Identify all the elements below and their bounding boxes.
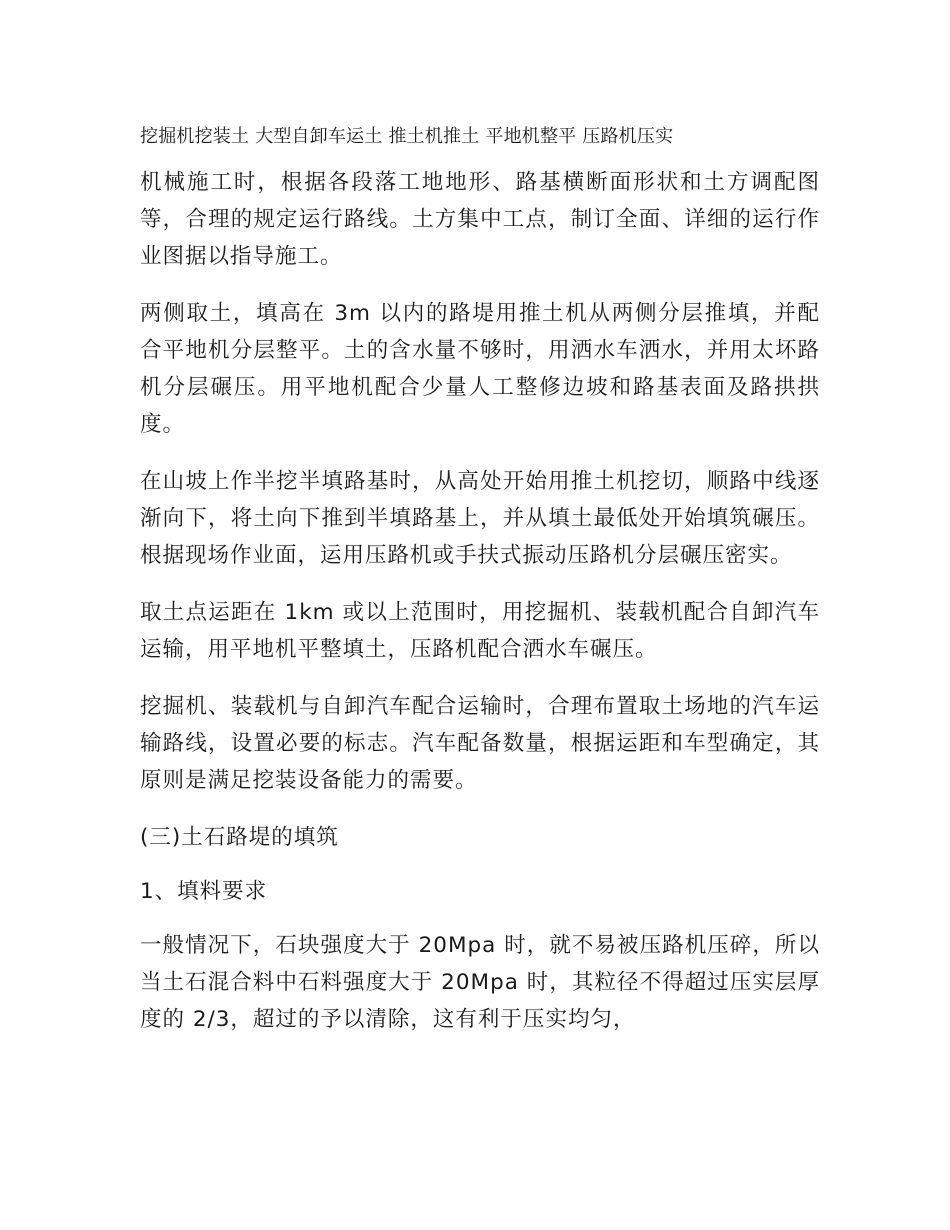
paragraph-both-sides-borrow: 两侧取土，填高在 3m 以内的路堤用推土机从两侧分层推填，并配合平地机分层整平。土的含水量不够时，用洒水车洒水，并用太坏路机分层碾压。用平地机配合少量人工整修边坡和路基表面及路拱拱度。 [140,301,820,437]
paragraph-haul-distance: 取土点运距在 1km 或以上范围时，用挖掘机、装载机配合自卸汽车运输，用平地机平整填土，压路机配合洒水车碾压。 [140,600,820,662]
paragraph-fill-material: 一般情况下，石块强度大于 20Mpa 时，就不易被压路机压碎，所以当土石混合料中石料强度大于 20Mpa 时，其粒径不得超过压实层厚度的 2/3，超过的予以清除，这有利于压实均匀， [140,933,820,1032]
document-body [140,120,820,1058]
paragraph-transport-layout: 挖掘机、装载机与自卸汽车配合运输时，合理布置取土场地的汽车运输路线，设置必要的标志。汽车配备数量，根据运距和车型确定，其原则是满足挖装设备能力的需要。 [140,694,820,793]
paragraph-machine-construction: 机械施工时，根据各段落工地地形、路基横断面形状和土方调配图等，合理的规定运行路线。土方集中工点，制订全面、详细的运行作业图据以指导施工。 [140,170,820,269]
process-flow-line: 挖掘机挖装土 大型自卸车运土 推土机推土 平地机整平 压路机压实 [140,126,674,147]
paragraph-half-cut-half-fill: 在山坡上作半挖半填路基时，从高处开始用推土机挖切，顺路中线逐渐向下，将土向下推到半填路基上，并从填土最低处开始填筑碾压。根据现场作业面，运用压路机或手扶式振动压路机分层碾压密实。 [140,469,820,568]
subsection-heading: 1、填料要求 [140,879,268,904]
section-heading: (三)土石路堤的填筑 [140,825,339,850]
